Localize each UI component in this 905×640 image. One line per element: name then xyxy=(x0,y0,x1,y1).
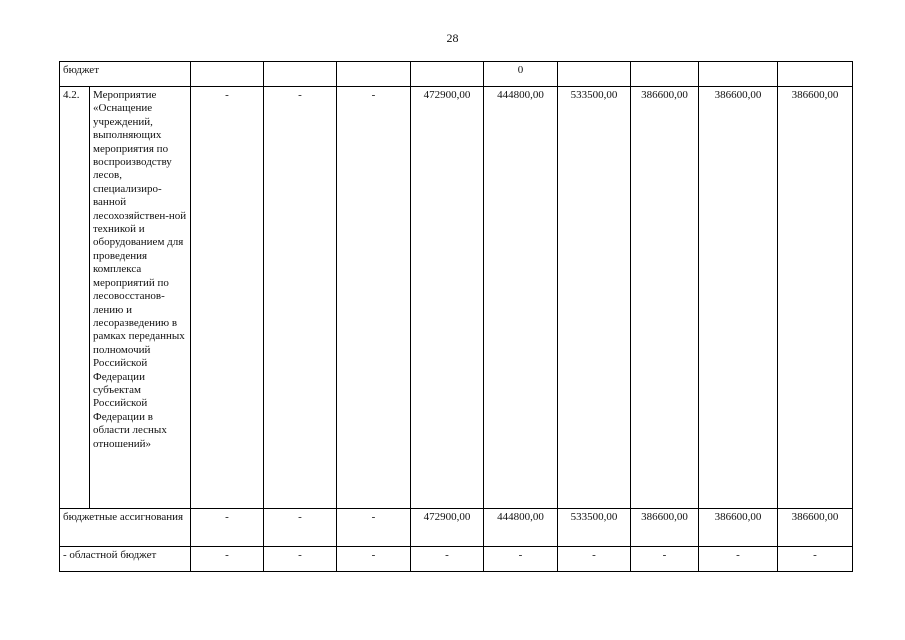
value-cell xyxy=(264,62,337,87)
value-cell xyxy=(699,62,778,87)
value-cell xyxy=(191,62,264,87)
value-cell: - xyxy=(264,509,337,547)
value-cell xyxy=(337,62,411,87)
row-label: бюджетные ассигнования xyxy=(60,509,191,547)
value-cell: 386600,00 xyxy=(778,509,853,547)
value-cell: - xyxy=(264,547,337,572)
value-cell: - xyxy=(411,547,484,572)
value-cell: - xyxy=(337,547,411,572)
value-cell: 533500,00 xyxy=(558,87,631,509)
value-cell: 444800,00 xyxy=(484,87,558,509)
value-cell xyxy=(411,62,484,87)
value-cell: 444800,00 xyxy=(484,509,558,547)
value-cell: 386600,00 xyxy=(631,509,699,547)
table-row xyxy=(60,87,853,509)
table-row xyxy=(60,509,853,547)
value-cell xyxy=(778,62,853,87)
value-cell: - xyxy=(778,547,853,572)
value-cell xyxy=(631,62,699,87)
value-cell: 386600,00 xyxy=(699,509,778,547)
value-cell: - xyxy=(337,87,411,509)
value-cell: 472900,00 xyxy=(411,87,484,509)
value-cell: - xyxy=(699,547,778,572)
row-label: бюджет xyxy=(60,62,191,87)
page-number: 28 xyxy=(446,31,459,45)
value-cell: - xyxy=(191,547,264,572)
value-cell: - xyxy=(191,509,264,547)
row-label: - областной бюджет xyxy=(60,547,191,572)
value-cell: - xyxy=(631,547,699,572)
value-cell: 386600,00 xyxy=(631,87,699,509)
row-label: Мероприятие «Оснащение учреждений, выполняющих мероприятия по воспроизводству лесов, специализиро-ванной лесохозяйствен-ной техникой и оборудованием для проведения комплекса мероприятий по лесовосстанов-лению и лесоразведению в рамках переданных полномочий Российской Федерации субъектам Российской Федерации в области лесных отношений» xyxy=(90,87,191,509)
row-number: 4.2. xyxy=(60,87,90,509)
value-cell: 472900,00 xyxy=(411,509,484,547)
value-cell: 386600,00 xyxy=(778,87,853,509)
budget-table xyxy=(59,61,853,572)
value-cell: - xyxy=(558,547,631,572)
value-cell xyxy=(558,62,631,87)
table-row xyxy=(60,62,853,87)
value-cell: 0 xyxy=(484,62,558,87)
value-cell: 386600,00 xyxy=(699,87,778,509)
value-cell: 533500,00 xyxy=(558,509,631,547)
value-cell: - xyxy=(337,509,411,547)
table-row xyxy=(60,547,853,572)
value-cell: - xyxy=(191,87,264,509)
value-cell: - xyxy=(264,87,337,509)
value-cell: - xyxy=(484,547,558,572)
